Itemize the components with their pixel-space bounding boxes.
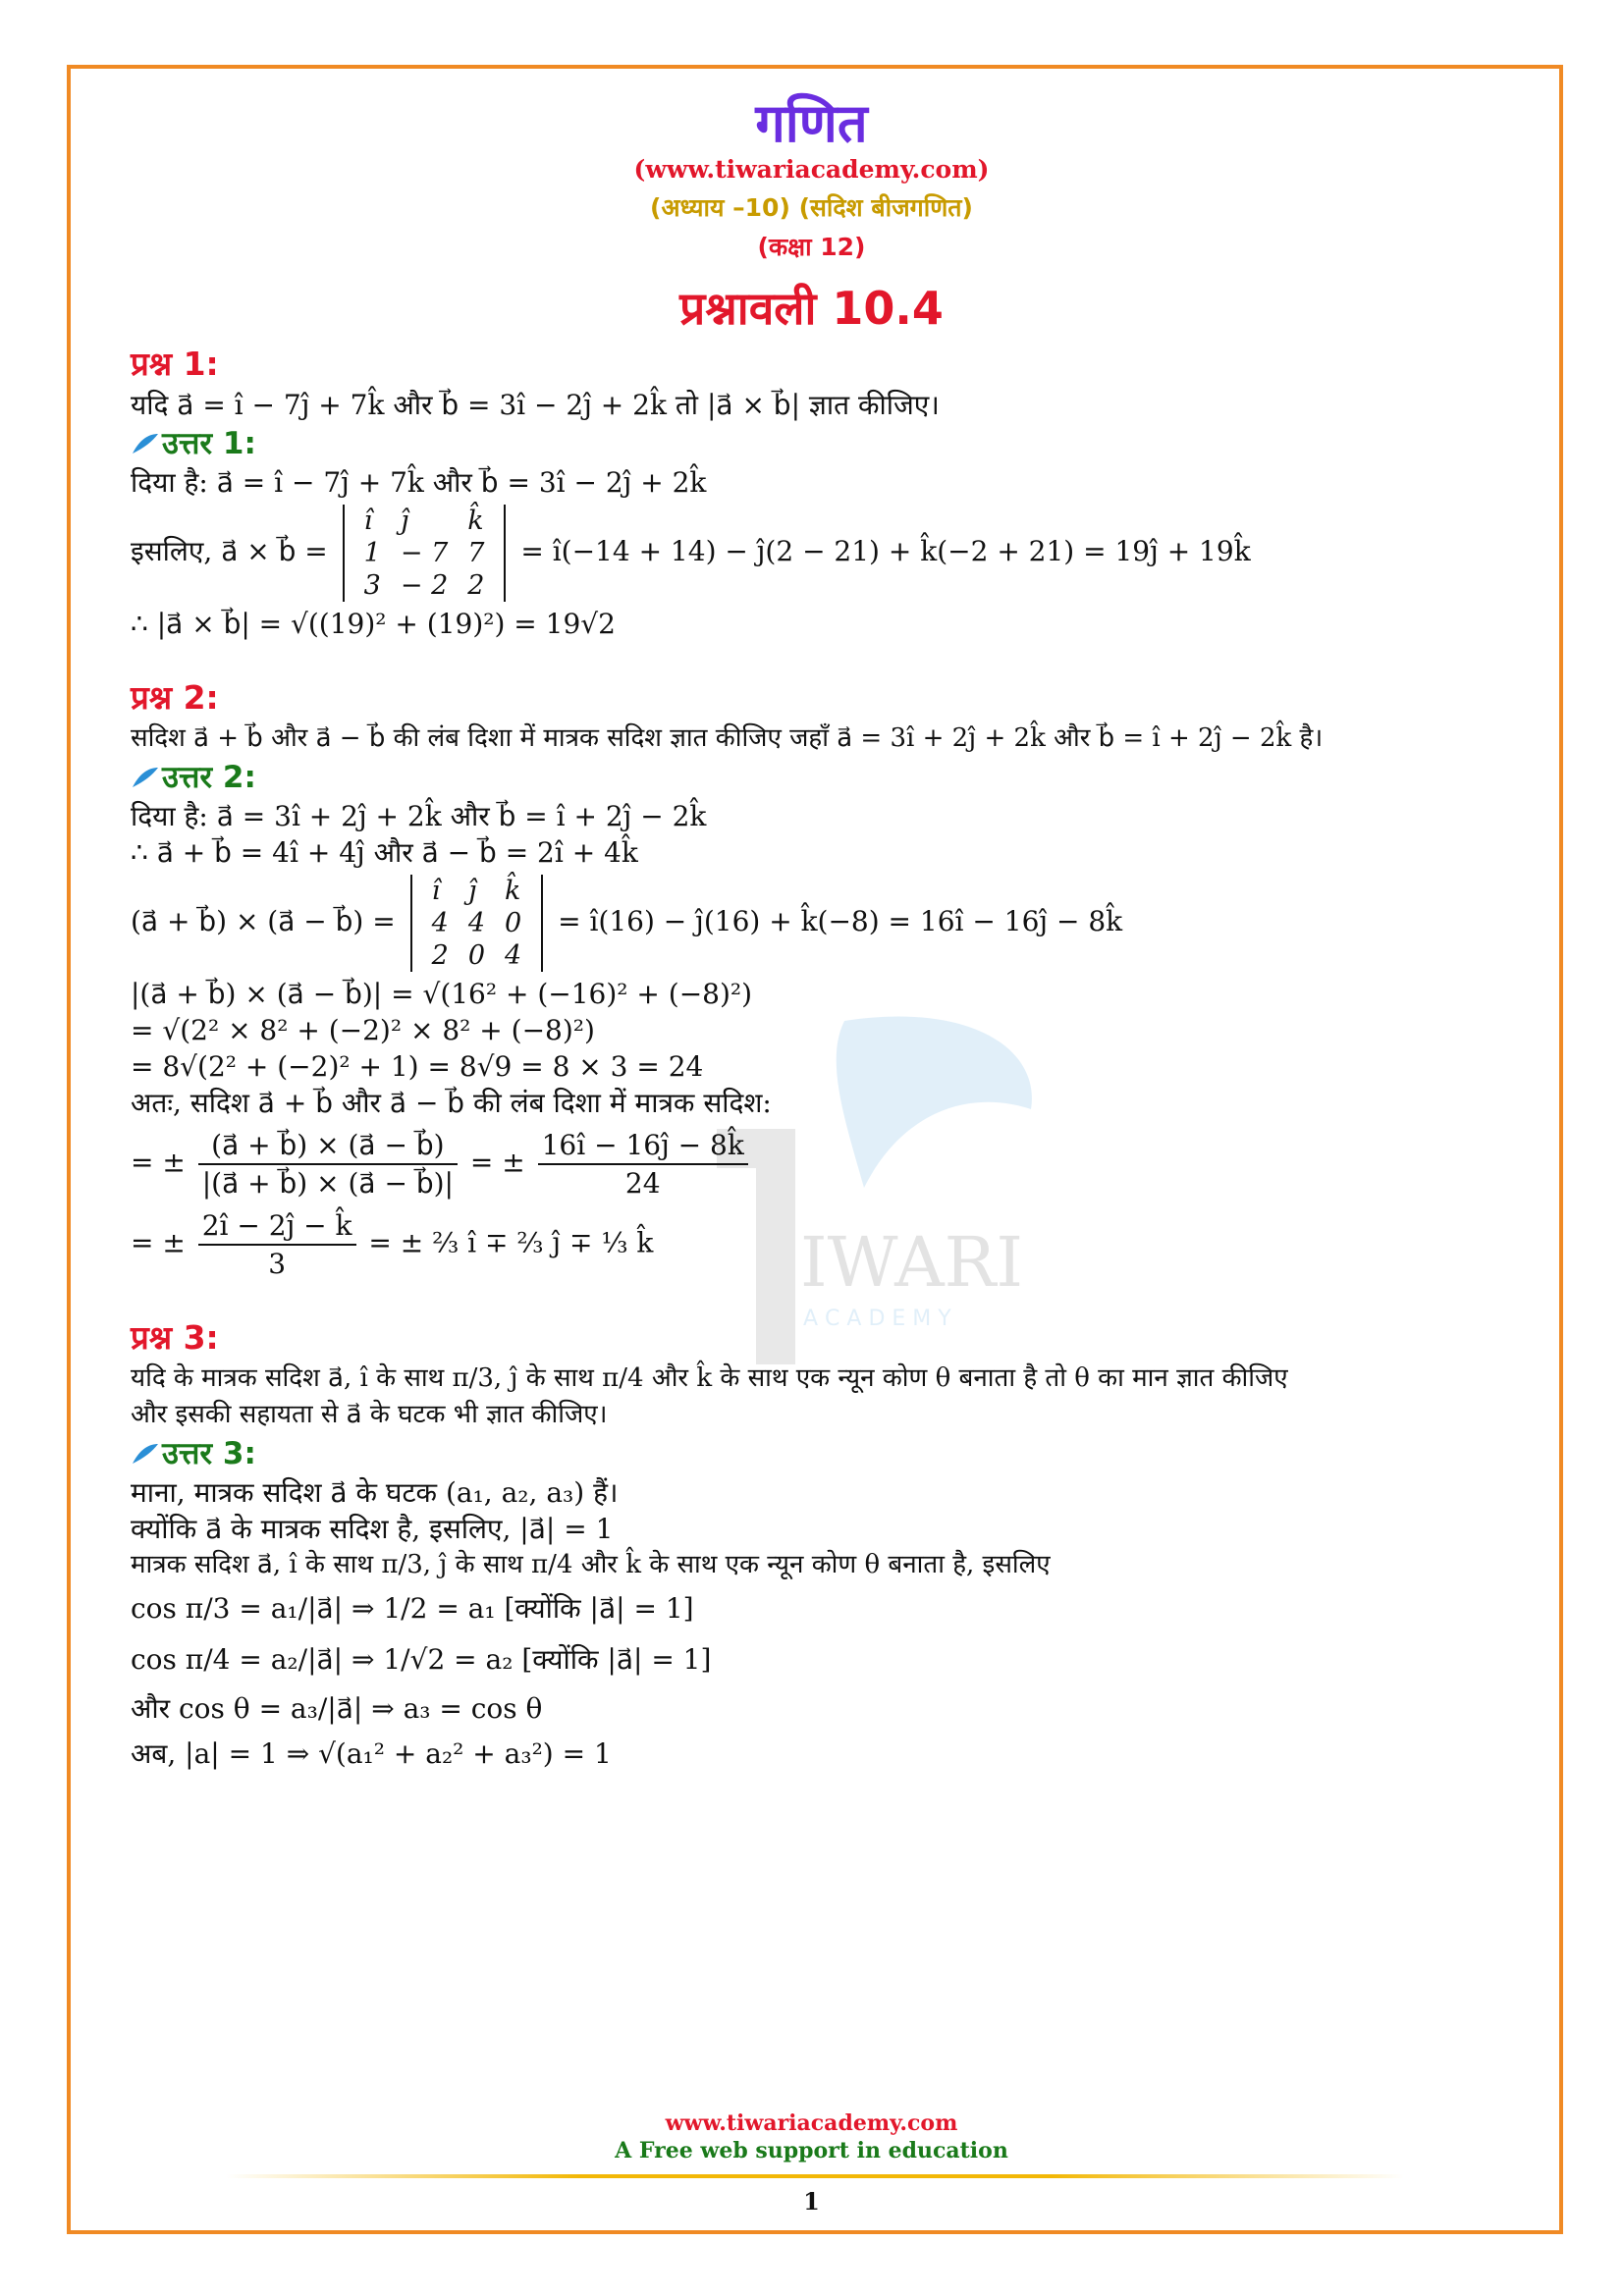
answer-2-line-5: = √(2² × 8² + (−2)² × 8² + (−8)²): [131, 1014, 595, 1046]
question-3-text-1: यदि के मात्रक सदिश a⃗, î के साथ π/3, ĵ के साथ π/4 और k̂ के साथ एक न्यून कोण θ बनाता है तो θ का मान ज्ञात कीजिए: [131, 1363, 1288, 1393]
quill-icon: [131, 766, 160, 789]
det2-cell: 0: [467, 940, 485, 971]
answer-2-final: = ± ⅔ î ∓ ⅔ ĵ ∓ ⅓ k̂: [368, 1226, 654, 1259]
det1-cell: 3: [363, 570, 381, 601]
content: [131, 334, 1525, 1776]
fraction: [198, 1207, 356, 1282]
question-1-label: प्रश्न 1:: [131, 345, 219, 383]
footer-tagline: A Free web support in education: [615, 2138, 1008, 2163]
header-url[interactable]: (www.tiwariacademy.com): [633, 155, 990, 184]
answer-3-line-7: अब, |a| = 1 ⇒ √(a₁² + a₂² + a₃²) = 1: [131, 1737, 612, 1770]
det2-cell: k̂: [505, 876, 521, 906]
det2-cell: ĵ: [467, 876, 477, 906]
det2-cell: 2: [431, 940, 449, 971]
question-1-text: यदि a⃗ = î − 7ĵ + 7k̂ और b⃗ = 3î − 2ĵ + 2k̂ तो |a⃗ × b⃗| ज्ञात कीजिए।: [131, 389, 940, 421]
det2-cell: 4: [505, 940, 522, 971]
fraction-numerator: 16î − 16ĵ − 8k̂: [538, 1127, 748, 1165]
answer-2-label: उत्तर 2:: [162, 760, 256, 795]
answer-3-line-2: क्योंकि a⃗ के मात्रक सदिश है, इसलिए, |a⃗| = 1: [131, 1513, 614, 1545]
question-3-label: प्रश्न 3:: [131, 1318, 219, 1357]
answer-2-line-6: = 8√(2² + (−2)² + 1) = 8√9 = 8 × 3 = 24: [131, 1050, 704, 1083]
answer-1-cross-prefix: इसलिए, a⃗ × b⃗ =: [131, 535, 328, 567]
answer-1-line-3: ∴ |a⃗ × b⃗| = √((19)² + (19)²) = 19√2: [131, 608, 616, 640]
answer-3-line-3: मात्रक सदिश a⃗, î के साथ π/3, ĵ के साथ π/4 और k̂ के साथ एक न्यून कोण θ बनाता है, इसलिए: [131, 1550, 1051, 1579]
quill-icon: [131, 432, 160, 455]
det1-cell: − 7: [400, 538, 449, 568]
fraction-numerator: 2î − 2ĵ − k̂: [198, 1207, 356, 1246]
det1-cell: 7: [467, 538, 485, 568]
det1-cell: k̂: [467, 506, 484, 536]
chapter-title: (अध्याय –10) (सदिश बीजगणित): [650, 193, 973, 222]
page-number: 1: [803, 2187, 820, 2216]
question-3-text-2: और इसकी सहायता से a⃗ के घटक भी ज्ञात कीजिए।: [131, 1400, 608, 1429]
fraction: [538, 1127, 748, 1201]
fraction-denominator: 24: [624, 1167, 661, 1200]
answer-2-line-2: ∴ a⃗ + b⃗ = 4î + 4ĵ और a⃗ − b⃗ = 2î + 4k̂: [131, 836, 638, 869]
det2-cell: 4: [431, 908, 449, 938]
answer-3-line-4: cos π/3 = a₁/|a⃗| ⇒ 1/2 = a₁ [क्योंकि |a⃗| = 1]: [131, 1592, 694, 1625]
det2-cell: î: [431, 876, 441, 906]
answer-3-line-1: माना, मात्रक सदिश a⃗ के घटक (a₁, a₂, a₃) हैं।: [131, 1476, 619, 1509]
answer-3-line-5: cos π/4 = a₂/|a⃗| ⇒ 1/√2 = a₂ [क्योंकि |a⃗| = 1]: [131, 1643, 712, 1676]
fraction-denominator: 3: [268, 1248, 287, 1280]
answer-2-unit-vector: = ± $\frac{(a⃗ + b⃗) \times (a⃗ - b⃗)}{|(a⃗ + b⃗) \times (a⃗ - b⃗)|}$ = ± $\frac{16î - 16ĵ - 8k̂}{24}$: [131, 1127, 1525, 1201]
det1-cell: 1: [363, 538, 381, 568]
page-title: गणित: [755, 92, 868, 154]
answer-1-label: उत्तर 1:: [162, 426, 256, 461]
determinant-1: [343, 505, 507, 602]
answer-1-line-2: [131, 505, 1525, 602]
footer-divider: [226, 2174, 1404, 2178]
question-2-label: प्रश्न 2:: [131, 678, 219, 717]
answer-3-heading: [131, 1433, 1525, 1474]
det2-cell: 4: [467, 908, 485, 938]
determinant-2: [410, 875, 544, 972]
answer-3-line-6: और cos θ = a₃/|a⃗| ⇒ a₃ = cos θ: [131, 1692, 543, 1725]
answer-3-label: उत्तर 3:: [162, 1436, 256, 1471]
answer-2-cross-result: = î(16) − ĵ(16) + k̂(−8) = 16î − 16ĵ − 8k̂: [558, 905, 1123, 937]
quill-icon: [131, 1442, 160, 1466]
answer-2-line-3: [131, 875, 1525, 972]
class-label: (कक्षा 12): [757, 233, 866, 261]
footer-url[interactable]: www.tiwariacademy.com: [665, 2110, 958, 2136]
answer-2-line-1: दिया है: a⃗ = 3î + 2ĵ + 2k̂ और b⃗ = î + 2ĵ − 2k̂: [131, 800, 707, 832]
answer-2-line-7: अतः, सदिश a⃗ + b⃗ और a⃗ − b⃗ की लंब दिशा में मात्रक सदिश:: [131, 1087, 772, 1119]
det1-cell: 2: [467, 570, 485, 601]
answer-2-line-4: |(a⃗ + b⃗) × (a⃗ − b⃗)| = √(16² + (−16)² + (−8)²): [131, 978, 753, 1010]
exercise-title: प्रश्नावली 10.4: [679, 282, 944, 335]
fraction: [198, 1127, 458, 1201]
watermark-subtext: A C A D E M Y: [803, 1307, 951, 1331]
answer-2-unit-vector-simplified: = ± $\frac{2î - 2ĵ - k̂}{3}$ = ± ⅔ î ∓ ⅔ ĵ ∓ ⅓ k̂: [131, 1209, 654, 1280]
det1-cell: − 2: [400, 570, 449, 601]
answer-2-cross-prefix: (a⃗ + b⃗) × (a⃗ − b⃗) =: [131, 905, 396, 937]
answer-1-cross-result: = î(−14 + 14) − ĵ(2 − 21) + k̂(−2 + 21) = 19ĵ + 19k̂: [520, 535, 1251, 567]
answer-2-heading: [131, 757, 1525, 798]
det1-cell: î: [363, 506, 373, 536]
question-2-text: सदिश a⃗ + b⃗ और a⃗ − b⃗ की लंब दिशा में मात्रक सदिश ज्ञात कीजिए जहाँ a⃗ = 3î + 2ĵ + 2k̂ और b⃗ = î + 2ĵ − 2k̂ है।: [131, 723, 1324, 753]
watermark-text: IWARI: [800, 1222, 1024, 1303]
fraction-denominator: |(a⃗ + b⃗) × (a⃗ − b⃗)|: [201, 1167, 454, 1200]
answer-1-line-1: दिया है: a⃗ = î − 7ĵ + 7k̂ और b⃗ = 3î − 2ĵ + 2k̂: [131, 466, 707, 499]
det2-cell: 0: [505, 908, 522, 938]
det1-cell: ĵ: [400, 506, 409, 536]
fraction-numerator: (a⃗ + b⃗) × (a⃗ − b⃗): [198, 1127, 458, 1165]
answer-1-heading: [131, 423, 1525, 464]
